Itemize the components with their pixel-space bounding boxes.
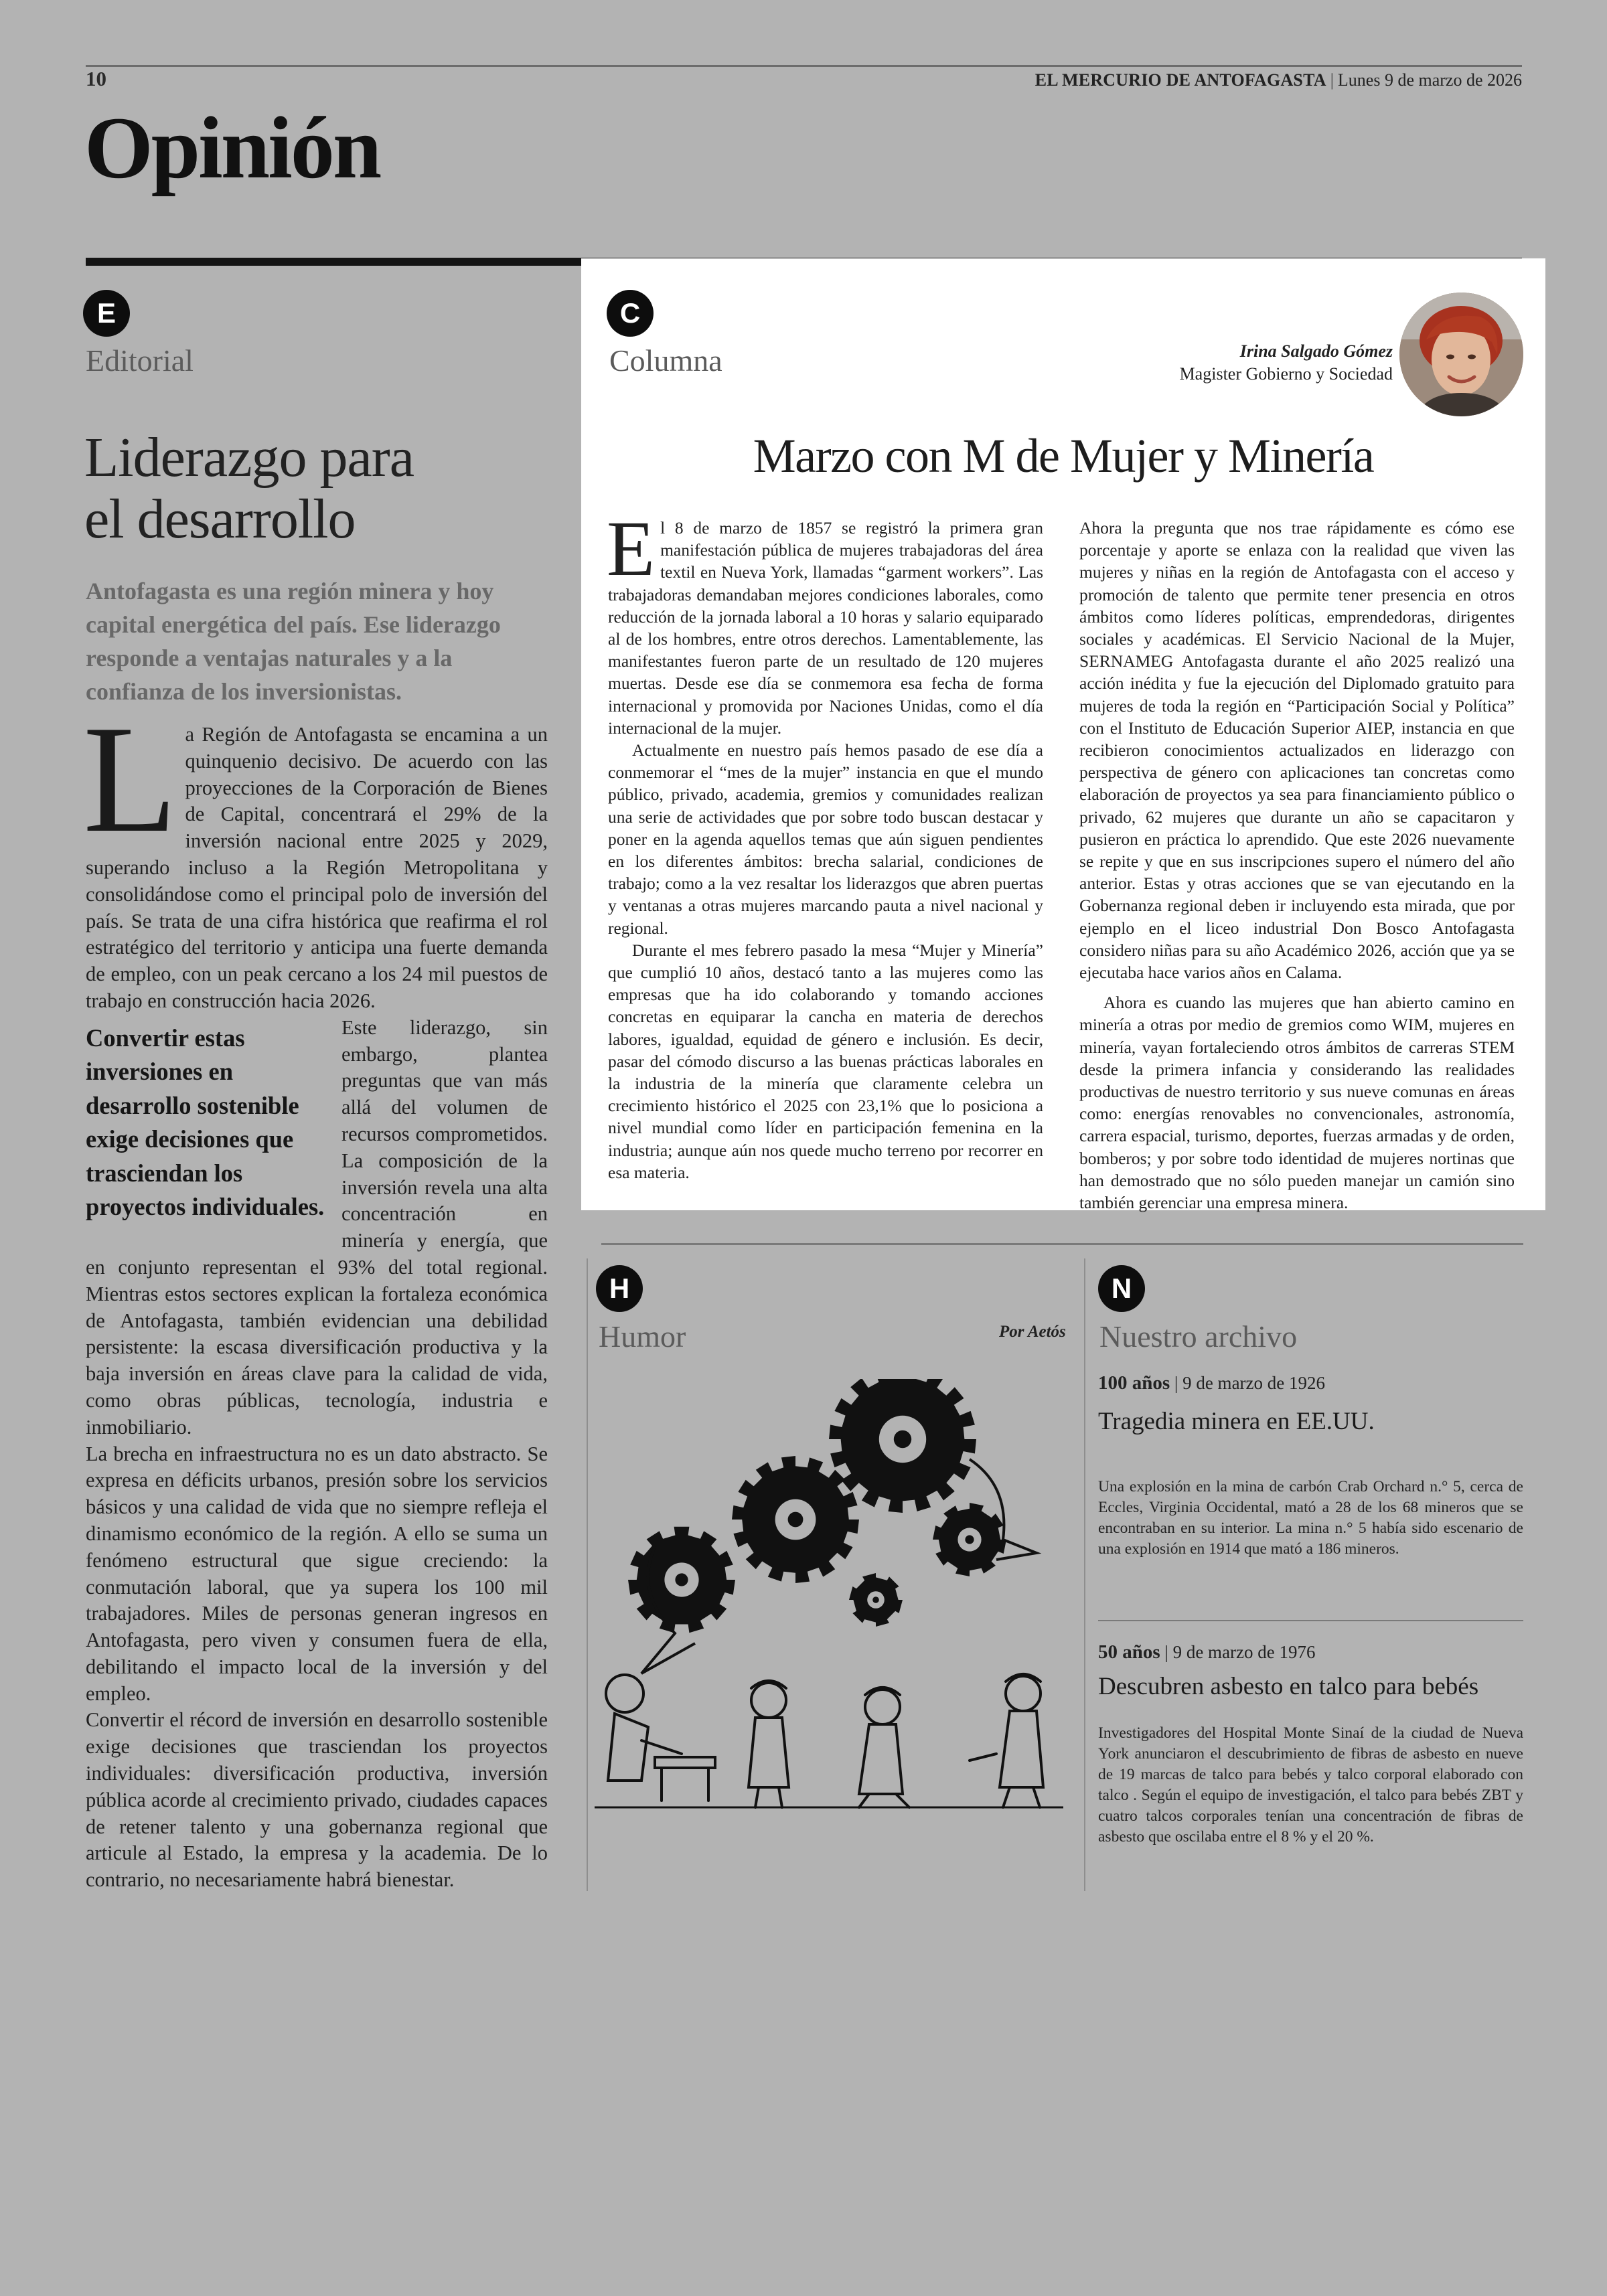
column-paragraph-1: l 8 de marzo de 1857 se registró la primera gran manifestación pública de mujeres trabajadoras del área textil en Nueva York, llamadas “garment workers”. Las trabajadoras demandaban mejores condiciones laborales, como reducción de la jornada laboral a 10 horas y salario equiparado al de los hombres, entre otros derechos. Lamentablemente, las manifestantes fueron parte de un resultado de 120 mujeres muertas. Desde ese día se conmemora esa fecha de forma internacional y promovida por Naciones Unidas, como el día internacional de la mujer. bbox=[608, 518, 1043, 738]
issue-date: Lunes 9 de marzo de 2026 bbox=[1337, 70, 1522, 90]
gear-hub bbox=[965, 1535, 974, 1544]
humor-cartoon bbox=[595, 1379, 1063, 1848]
editorial-headline-line2: el desarrollo bbox=[84, 488, 356, 550]
humor-byline: Por Aetós bbox=[999, 1323, 1066, 1341]
column-divider bbox=[587, 1258, 588, 1891]
editorial-dropcap: L bbox=[83, 693, 177, 864]
archive-badge: N bbox=[1098, 1265, 1145, 1312]
archive-item-headline: Tragedia minera en EE.UU. bbox=[1098, 1408, 1375, 1435]
archive-item-years: 50 años bbox=[1098, 1641, 1160, 1663]
column-paragraph-3: Durante el mes febrero pasado la mesa “Mujer y Minería” que cumplió 10 años, destacó tanto a las mujeres como las empresas que ha ido colaborando y tomando acciones concretas en equiparar la cancha en materia de derechos labores, igualdad, equidad de género e inclusión. Es decir, pasar del cómodo discurso a las buenas prácticas laborales en la industria de la minería que claramente celebra un crecimiento histórico el 2025 con 23,1% que lo posiciona a nivel mundial como líder en participación femenina en la industria; aunque aún nos quede mucho terreno por recorrer en esa materia. bbox=[608, 940, 1043, 1182]
author-name: Irina Salgado Gómez bbox=[1239, 341, 1393, 361]
gear-hub bbox=[788, 1512, 804, 1528]
lower-section-rule bbox=[601, 1243, 1523, 1245]
archive-item-date: 9 de marzo de 1976 bbox=[1172, 1642, 1316, 1662]
column-kicker: Columna bbox=[609, 343, 722, 378]
column-divider bbox=[1084, 1258, 1085, 1891]
column-paragraph-5: Ahora es cuando las mujeres que han abierto camino en minería a otras por medio de gremios como WIM, mujeres en minería, vayan fortaleciendo otros ámbitos de carreras STEM desde la primera infancia y considerando las realidades productivas de nuestro territorio y sus nueve comunas en áreas como: energías renovables no convencionales, astronomía, carrera espacial, turismo, deportes, fuerzas armadas y de orden, bomberos; y por sobre todo identidad de mujeres nortinas que han demostrado que no sólo pueden manejar un camión sino también gerenciar una empresa minera. bbox=[1079, 993, 1515, 1213]
archive-label-separator: | bbox=[1174, 1373, 1178, 1393]
editorial-badge: E bbox=[83, 290, 130, 337]
editorial-pull-quote: Convertir estas inversiones en desarrollo sostenible exige decisiones que trasciendan los proyectos individuales. bbox=[86, 1023, 325, 1221]
editorial-paragraph-2-text: Este liderazgo, sin embargo, plantea preguntas que van más allá del volumen de recursos comprometidos. La composición de la inversión revela una alta concentración en minería y energía, que en conjunto representan el 93% del total regional. Mientras estos sectores explican la fortaleza económica de Antofagasta, también evidencian una debilidad persistente: la escasa diversificación productiva y la baja inversión en áreas clave para la calidad de vida, como obras públicas, tecnología, industria e inmobiliario. bbox=[86, 1015, 548, 1439]
masthead-separator: | bbox=[1330, 70, 1334, 90]
archive-kicker: Nuestro archivo bbox=[1099, 1319, 1298, 1354]
column-dropcap: E bbox=[607, 505, 656, 592]
header-rule bbox=[86, 65, 1522, 67]
editorial-paragraph-4: Convertir el récord de inversión en desarrollo sostenible exige decisiones que trasciendan los proyectos individuales: diversificación productiva, inversión pública acorde al crecimiento privado, ciudades capaces de retener talento y una gobernanza regional que articule al Estado, la empresa y la academia. De lo contrario, no necesariamente habrá bienestar. bbox=[86, 1708, 548, 1892]
archive-item-text: Investigadores del Hospital Monte Sinaí de la ciudad de Nueva York anunciaron el descubrimiento de fibras de asbesto en nueve de 19 marcas de talco para bebés y talco corporal elaborado con talco . Según el equipo de investigación, el talco para bebés ZBT y cuatro talcos corporales tenían una concentración de fibras de asbesto que oscilaba entre el 8 % y el 20 %. bbox=[1098, 1724, 1523, 1846]
author-portrait-icon bbox=[1399, 293, 1523, 416]
archive-item-date: 9 de marzo de 1926 bbox=[1182, 1373, 1326, 1393]
column-paragraph-2: Actualmente en nuestro país hemos pasado de ese día a conmemorar el “mes de la mujer” instancia en que el mundo público, privado, academia, gremios y comunidades realizan una serie de actividades que por sobre todo buscan destacar y poner en la agenda aquellos temas que aún siguen pendientes en los diferentes ámbitos: brecha salarial, condiciones de trabajo; como a la vez resaltar los liderazgos que abren puertas y ventanas a otras mujeres marcando pauta a nivel nacional y regional. bbox=[608, 740, 1043, 938]
editorial-paragraph-1: a Región de Antofagasta se encamina a un quinquenio decisivo. De acuerdo con las proyecciones de la Corporación de Bienes de Capital, concentrará el 29% de la inversión nacional entre 2025 y 2029, superando incluso a la Región Metropolitana y consolidándose como el principal polo de inversión del país. Se trata de una cifra histórica que reafirma el rol estratégico del territorio y anticipa una fuerte demanda de empleo, con un peak cercano a los 24 mil puestos de trabajo en construcción hacia 2026. bbox=[86, 723, 548, 1012]
archive-item-years: 100 años bbox=[1098, 1372, 1170, 1394]
editorial-lead: Antofagasta es una región minera y hoy capital energética del país. Ese liderazgo responde a ventajas naturales y a la confianza de los inversionistas. bbox=[86, 578, 501, 705]
masthead bbox=[1035, 70, 1522, 90]
column-headline: Marzo con M de Mujer y Minería bbox=[753, 429, 1374, 483]
editorial-body bbox=[83, 693, 548, 1894]
humor-badge: H bbox=[596, 1265, 643, 1312]
editorial-paragraph-3: La brecha en infraestructura no es un dato abstracto. Se expresa en déficits urbanos, presión sobre los servicios básicos y una calidad de vida que no siempre refleja el dinamismo económico de la región. A ello se suma un fenómeno estructural que sigue creciendo: la conmutación laboral, que ya supera los 100 mil trabajadores. Miles de personas generan ingresos en Antofagasta, pero viven y consumen fuera de ella, debilitando el impacto local de la inversión y del empleo. bbox=[86, 1442, 548, 1705]
archive-label-separator: | bbox=[1164, 1642, 1168, 1662]
newspaper-name: EL MERCURIO DE ANTOFAGASTA bbox=[1035, 70, 1326, 90]
column-text-right bbox=[1079, 517, 1515, 1214]
column-paragraph-4-continued: Ahora la pregunta que nos trae rápidamente es cómo ese porcentaje y aporte se enlaza con la realidad que viven las mujeres y niñas en la región de Antofagasta con el acceso y promoción de talento que permite tener presencia en otros ámbitos como líderes políticas, emprendedoras, dirigentes sociales y académicas. El Servicio Nacional de la Mujer, SERNAMEG Antofagasta durante el año 2025 realizó una acción inédita y fue la ejecución del Diplomado gratuito para mujeres de toda la región en “Participación Social y Política” con el Instituto de Educación Superior AIEP, instancia en que recibieron conocimientos actualizados en liderazgo con perspectiva de género con aplicaciones tan concretas como elaboración de proyectos ya sea para financiamiento público o privado, 62 mujeres que durante un año se capacitaron y pusieron en práctica lo aprendido. Que este 2026 nuevamente se repite y que en sus inscripciones supero el número del año anterior. Estas y otras acciones que se van ejecutando en la Gobernanza regional deben ir incluyendo esta mirada, que por ejemplo en el liceo industrial Don Bosco Antofagasta considero niñas para su año Académico 2026, acción que ya se ejecutaba hace varios años en Calama. bbox=[1079, 518, 1515, 983]
section-title: Opinión bbox=[84, 98, 380, 197]
humor-kicker: Humor bbox=[599, 1319, 686, 1354]
gear-hub bbox=[872, 1596, 879, 1603]
gear-hub bbox=[675, 1573, 688, 1586]
gears-cartoon-icon bbox=[595, 1379, 1063, 1848]
editorial-headline bbox=[84, 427, 553, 550]
page-number: 10 bbox=[86, 67, 106, 90]
gear-hub bbox=[894, 1430, 911, 1448]
editorial-kicker: Editorial bbox=[86, 343, 194, 378]
archive-item-label bbox=[1098, 1372, 1325, 1394]
archive-item-label bbox=[1098, 1641, 1316, 1663]
archive-item-text: Una explosión en la mina de carbón Crab Orchard n.° 5, cerca de Eccles, Virginia Occidental, mató a 28 de los 68 mineros que se encontraban en su interior. La mina n.° 5 había sido escenario de una explosión en 1914 que mató a 186 mineros. bbox=[1098, 1478, 1523, 1558]
archive-item-headline: Descubren asbesto en talco para bebés bbox=[1098, 1673, 1479, 1700]
author-photo bbox=[1399, 293, 1523, 416]
author-role: Magister Gobierno y Sociedad bbox=[1179, 364, 1393, 384]
archive-divider bbox=[1098, 1620, 1523, 1621]
column-text-left bbox=[607, 505, 1043, 1183]
column-badge: C bbox=[607, 290, 654, 337]
editorial-headline-line1: Liderazgo para bbox=[84, 426, 414, 489]
editorial-paragraph-2 bbox=[86, 1015, 548, 1441]
